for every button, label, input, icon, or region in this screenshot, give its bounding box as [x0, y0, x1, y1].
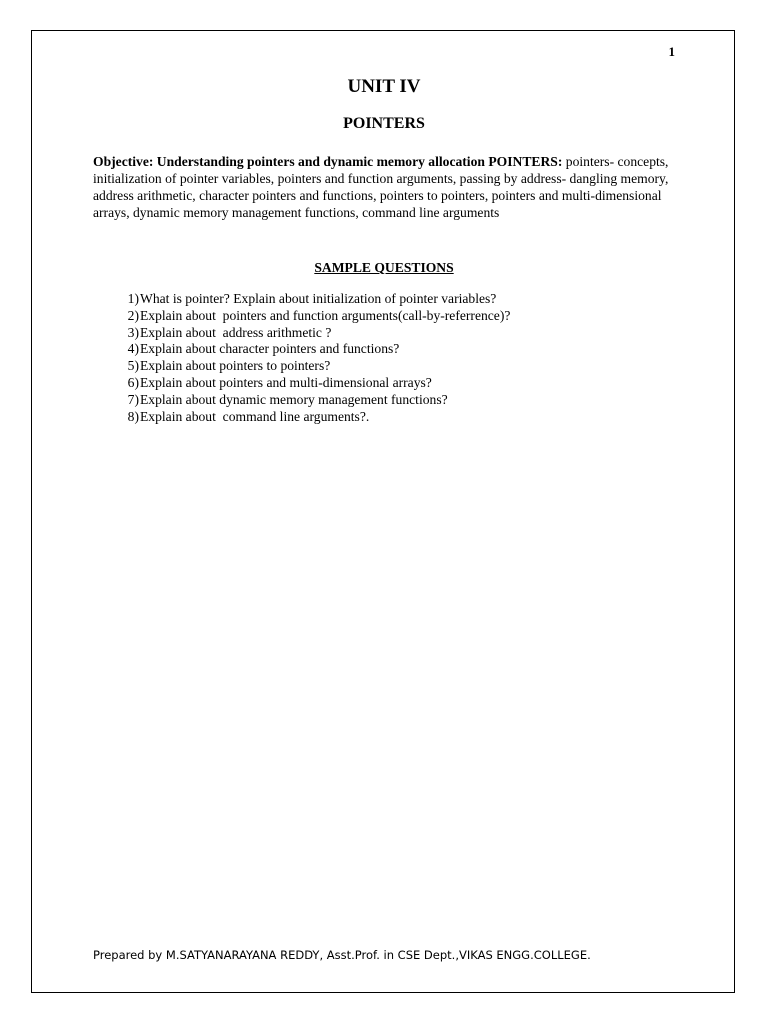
question-text: Explain about dynamic memory management functions?	[140, 391, 448, 407]
question-number: 1)	[127, 291, 139, 306]
question-text: Explain about command line arguments?.	[140, 408, 370, 424]
sample-questions-list	[112, 291, 510, 425]
objective-paragraph	[93, 153, 683, 221]
question-number: 3)	[127, 324, 139, 340]
objective-body: pointers- concepts, initialization of pointer variables, pointers and function arguments, passing by address- dangling memory, address arithmetic, character pointers and functions, pointers to pointers, pointers and multi-dimensional arrays, dynamic memory management functions, command line arguments	[93, 154, 669, 220]
question-number: 4)	[127, 341, 139, 357]
question-item	[112, 375, 510, 392]
question-item	[112, 308, 510, 325]
footer-credit: Prepared by M.SATYANARAYANA REDDY, Asst.Prof. in CSE Dept.,VIKAS ENGG.COLLEGE.	[93, 948, 591, 962]
question-number: 6)	[127, 374, 139, 390]
question-text: Explain about character pointers and functions?	[140, 341, 400, 357]
question-number: 7)	[127, 391, 139, 407]
question-text: Explain about pointers to pointers?	[140, 358, 331, 374]
sample-questions-heading: SAMPLE QUESTIONS	[314, 260, 454, 275]
page-number: 1	[668, 44, 675, 59]
question-text: Explain about pointers and function arguments(call-by-referrence)?	[140, 307, 511, 323]
question-item	[112, 409, 510, 426]
question-text: Explain about address arithmetic ?	[140, 324, 332, 340]
unit-title: UNIT IV	[347, 76, 421, 97]
question-text: What is pointer? Explain about initialization of pointer variables?	[140, 291, 497, 306]
objective-heading: Objective: Understanding pointers and dynamic memory allocation POINTERS:	[93, 154, 563, 169]
question-item	[112, 358, 510, 375]
question-item	[112, 392, 510, 409]
question-item	[112, 325, 510, 342]
question-item	[112, 291, 510, 308]
topic-title: POINTERS	[343, 115, 425, 132]
question-item	[112, 341, 510, 358]
question-text: Explain about pointers and multi-dimensional arrays?	[140, 374, 432, 390]
question-number: 5)	[127, 358, 139, 374]
question-number: 8)	[127, 408, 139, 424]
question-number: 2)	[127, 307, 139, 323]
